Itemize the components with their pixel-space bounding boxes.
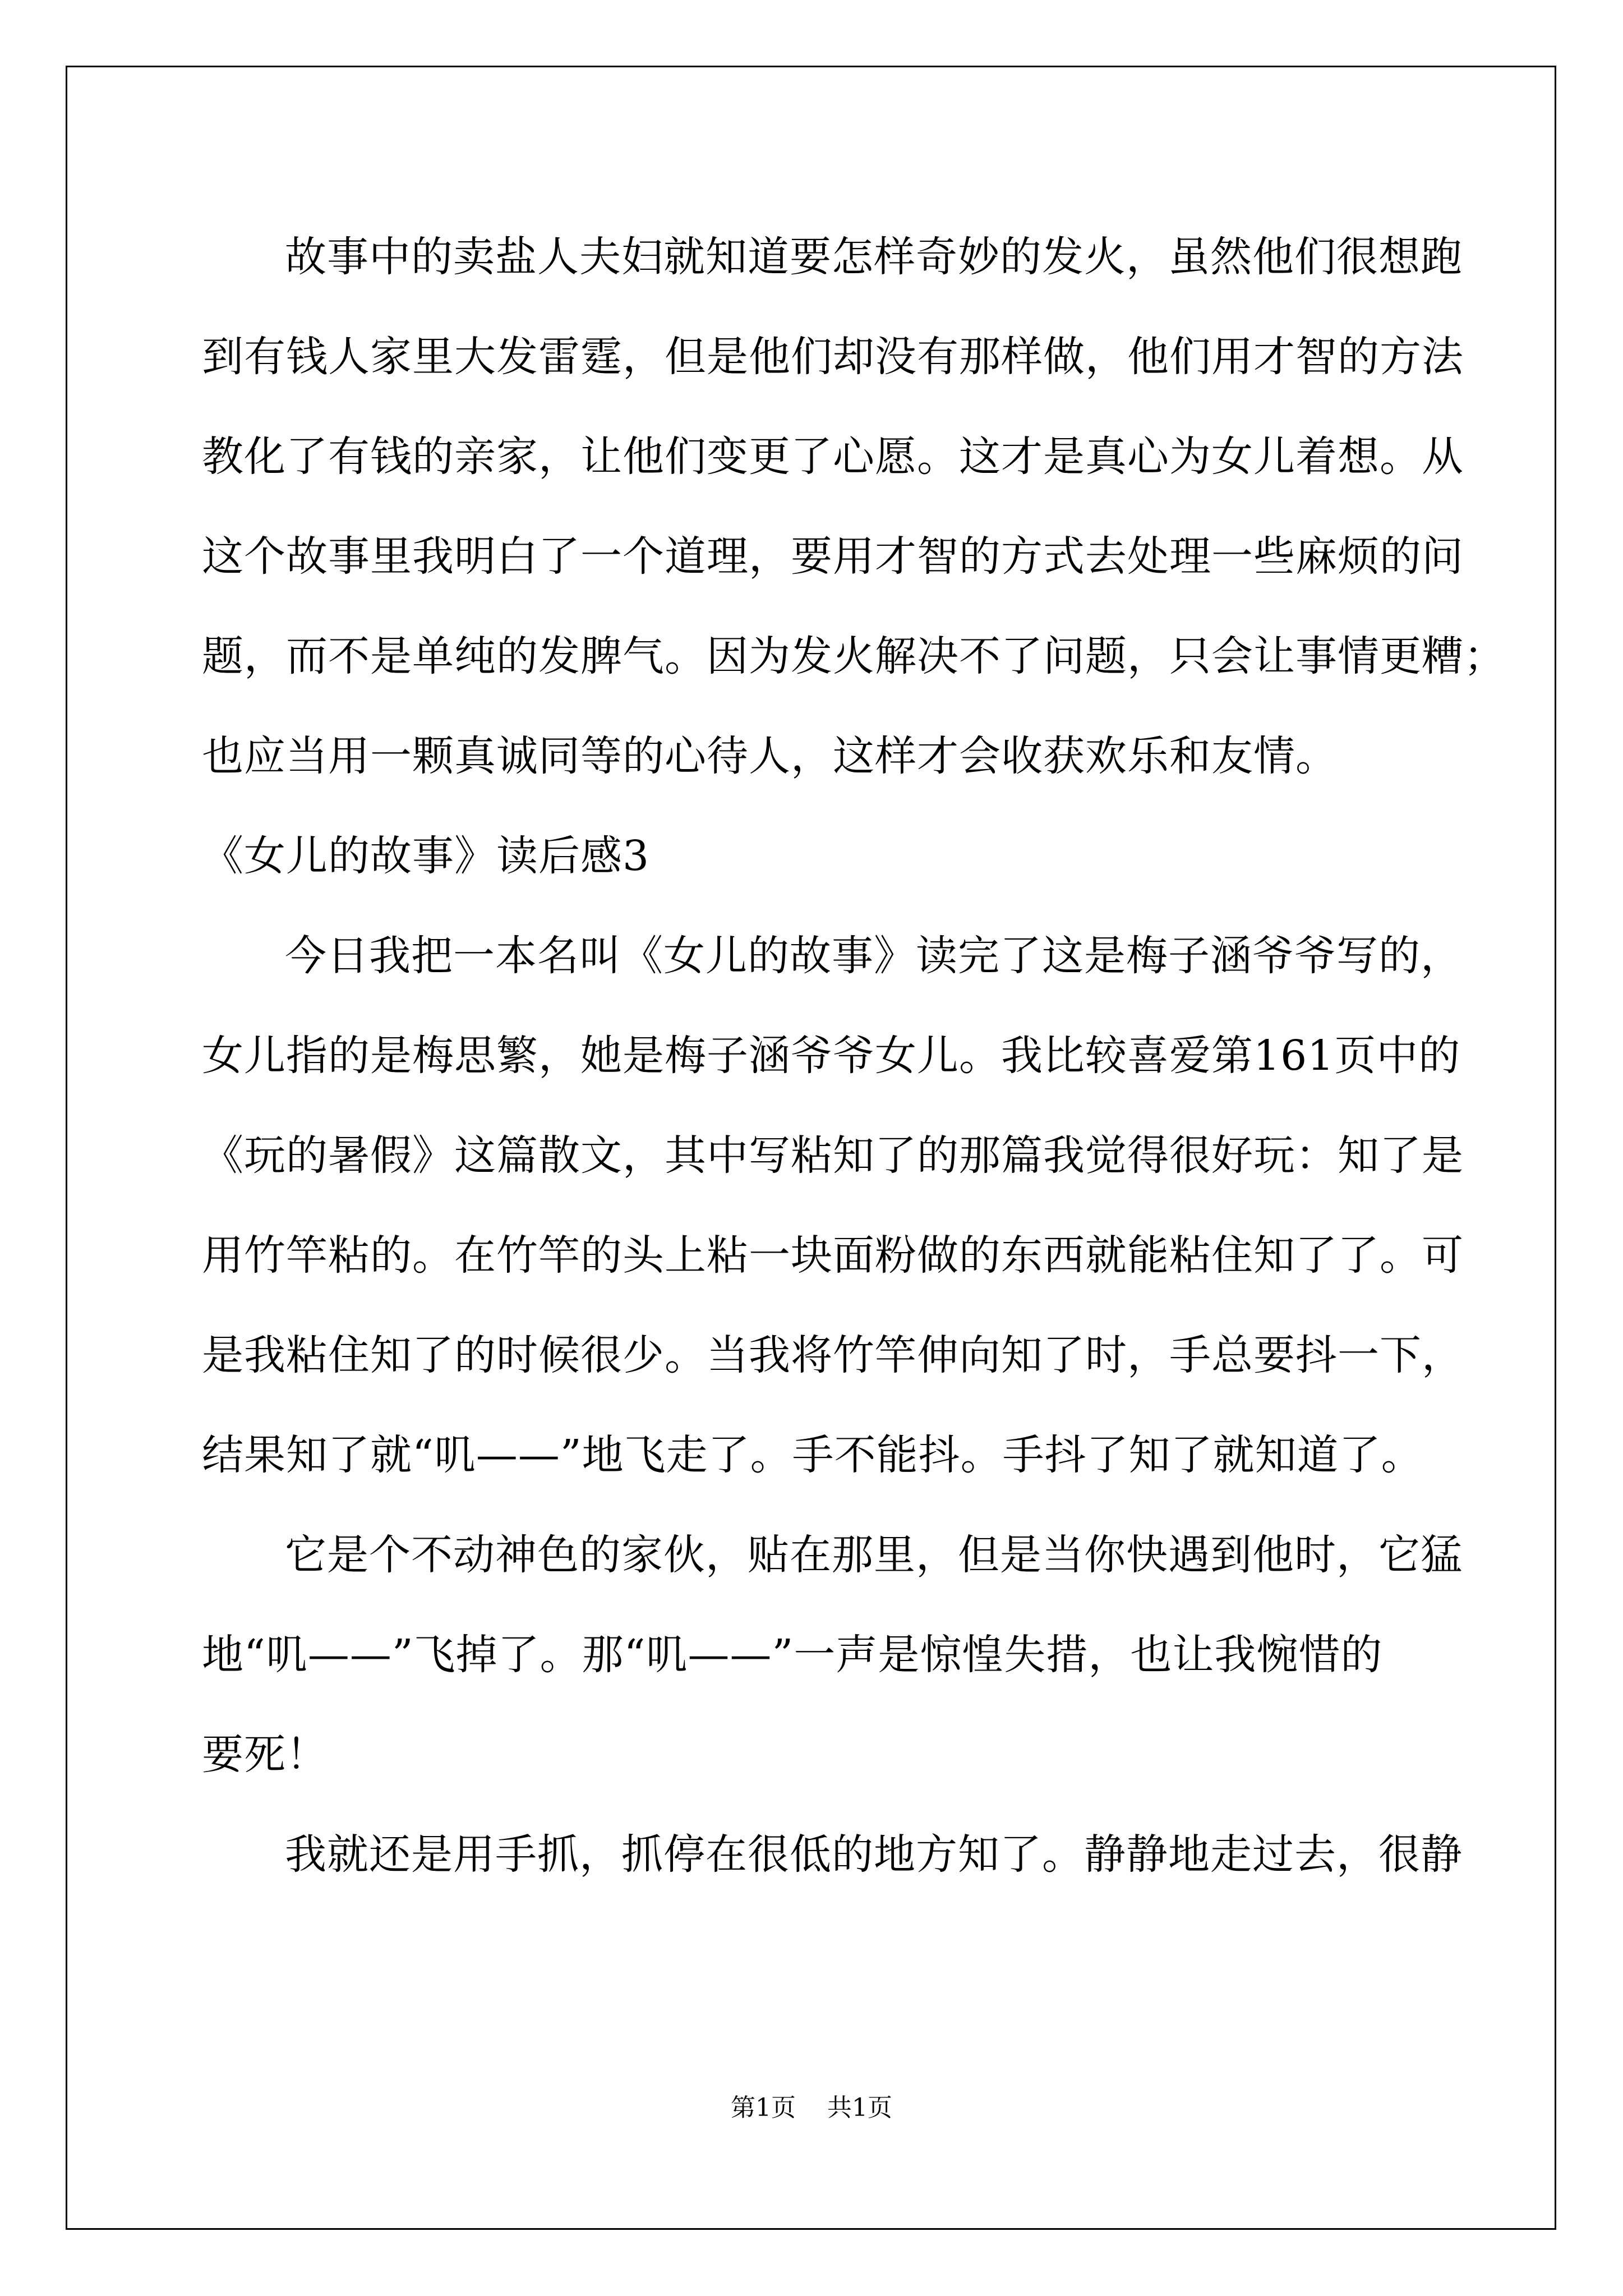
- paragraph-line: 《玩的暑假》这篇散文，其中写粘知了的那篇我觉得很好玩：知了是: [202, 1131, 1464, 1180]
- paragraph-line: 今日我把一本名叫《女儿的故事》读完了这是梅子涵爷爷写的，: [285, 932, 1463, 980]
- paragraph-line: 结果知了就“叽——”地飞走了。手不能抖。手抖了知了就知道了。: [202, 1431, 1423, 1479]
- paragraph-line: 要死！: [202, 1731, 328, 1779]
- section-heading: 《女儿的故事》读后感3: [202, 832, 650, 880]
- paragraph-line: 教化了有钱的亲家，让他们变更了心愿。这才是真心为女儿着想。从: [202, 432, 1464, 481]
- paragraph-line: 它是个不动神色的家伙，贴在那里，但是当你快遇到他时，它猛: [285, 1531, 1463, 1579]
- paragraph-line: 题，而不是单纯的发脾气。因为发火解决不了问题，只会让事情更糟；: [202, 632, 1506, 680]
- paragraph-line: 女儿指的是梅思繁，她是梅子涵爷爷女儿。我比较喜爱第161页中的: [202, 1032, 1461, 1080]
- paragraph-line: 我就还是用手抓，抓停在很低的地方知了。静静地走过去，很静: [285, 1830, 1463, 1879]
- paragraph-line: 到有钱人家里大发雷霆，但是他们却没有那样做，他们用才智的方法: [202, 333, 1464, 381]
- paragraph-line: 是我粘住知了的时候很少。当我将竹竿伸向知了时，手总要抖一下，: [202, 1331, 1464, 1379]
- page-number-footer: 第1页 共1页: [731, 2093, 892, 2122]
- paragraph-line: 用竹竿粘的。在竹竿的头上粘一块面粉做的东西就能粘住知了了。可: [202, 1231, 1464, 1280]
- paragraph-line: 地“叽——”飞掉了。那“叽——”一声是惊惶失措，也让我惋惜的: [202, 1631, 1383, 1679]
- paragraph-line: 故事中的卖盐人夫妇就知道要怎样奇妙的发火，虽然他们很想跑: [285, 233, 1463, 281]
- paragraph-line: 也应当用一颗真诚同等的心待人，这样才会收获欢乐和友情。: [202, 732, 1338, 780]
- paragraph-line: 这个故事里我明白了一个道理，要用才智的方式去处理一些麻烦的问: [202, 532, 1464, 581]
